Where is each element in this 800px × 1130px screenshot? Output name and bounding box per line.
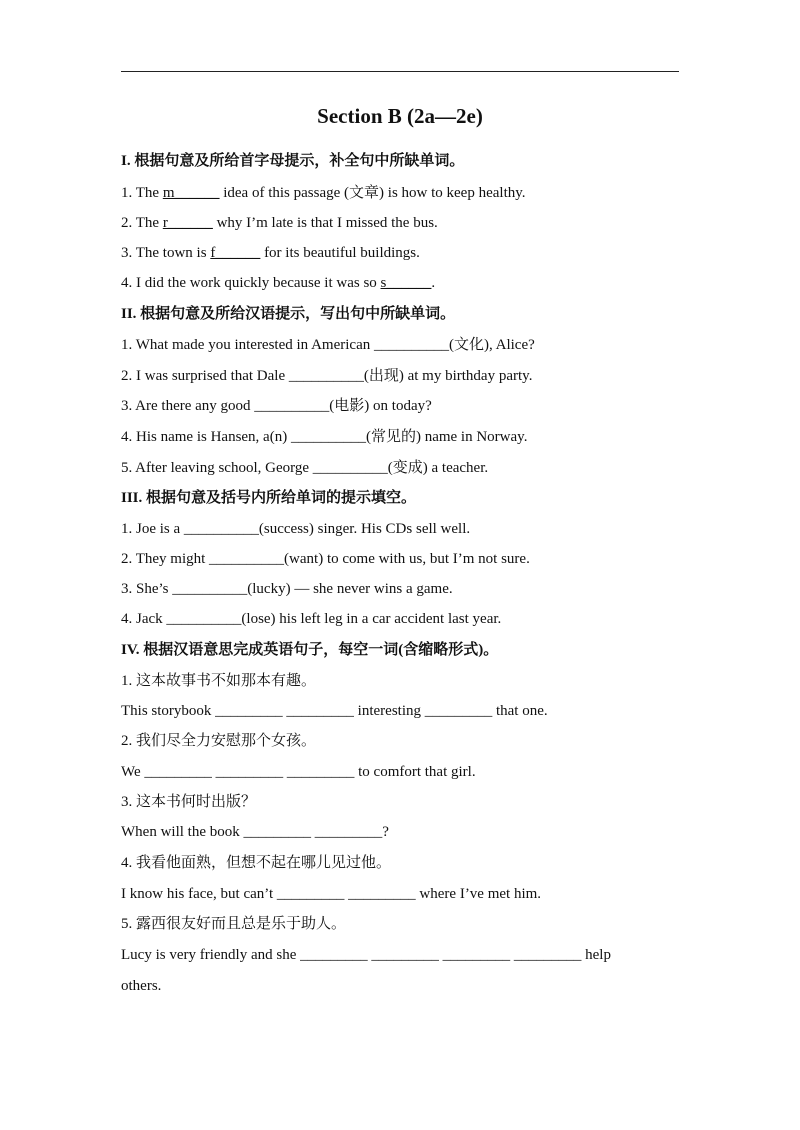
section-3-item-4: 4. Jack __________(lose) his left leg in a car accident last year.: [121, 611, 502, 627]
section-4-item-5-english-continued: others.: [121, 978, 162, 994]
item-text: why I’m late is that I missed the bus.: [212, 215, 438, 231]
item-text: idea of this passage (文章) is how to keep healthy.: [219, 185, 526, 201]
section-2-item-5: 5. After leaving school, George __________(变成) a teacher.: [121, 460, 489, 476]
section-3-item-2: 2. They might __________(want) to come with us, but I’m not sure.: [121, 551, 530, 567]
item-text: .: [431, 275, 436, 291]
section-3-item-3: 3. She’s __________(lucky) — she never wins a game.: [121, 581, 453, 597]
section-4-item-2-english: We _________ _________ _________ to comfort that girl.: [121, 764, 476, 780]
section-3-item-1: 1. Joe is a __________(success) singer. His CDs sell well.: [121, 521, 471, 537]
initial-hint: r______: [162, 215, 213, 231]
section-4-item-1-english: This storybook _________ _________ interesting _________ that one.: [121, 703, 548, 719]
section-1-item-4: [121, 273, 435, 293]
section-4-item-4-chinese: 4. 我看他面熟，但想不起在哪儿见过他。: [121, 855, 392, 871]
initial-hint: s______: [380, 275, 432, 291]
section-1-heading: I. 根据句意及所给首字母提示，补全句中所缺单词。: [121, 153, 465, 169]
section-4-item-3-chinese: 3. 这本书何时出版？: [121, 794, 257, 810]
section-4-item-5-chinese: 5. 露西很友好而且总是乐于助人。: [121, 916, 347, 932]
item-text: 4. I did the work quickly because it was so: [121, 275, 381, 291]
section-4-item-1-chinese: 1. 这本故事书不如那本有趣。: [121, 673, 317, 689]
section-4-item-3-english: When will the book _________ _________?: [121, 824, 389, 840]
page-title: Section B (2a—2e): [317, 104, 483, 128]
initial-hint: m______: [162, 185, 220, 201]
item-text: for its beautiful buildings.: [260, 245, 420, 261]
section-4-item-4-english: I know his face, but can’t _________ _________ where I’ve met him.: [121, 886, 542, 902]
section-1-item-3: [121, 243, 420, 263]
section-2-item-4: 4. His name is Hansen, a(n) __________(常见的) name in Norway.: [121, 429, 528, 445]
section-3-heading: III. 根据句意及括号内所给单词的提示填空。: [121, 490, 417, 506]
item-text: 2. The: [121, 215, 163, 231]
section-1-item-2: [121, 213, 438, 233]
section-2-item-3: 3. Are there any good __________(电影) on today?: [121, 398, 432, 414]
initial-hint: f______: [210, 245, 261, 261]
section-2-heading: II. 根据句意及所给汉语提示，写出句中所缺单词。: [121, 306, 456, 322]
section-4-item-5-english: Lucy is very friendly and she _________ _________ _________ _________ help: [121, 947, 611, 963]
section-4-heading: IV. 根据汉语意思完成英语句子，每空一词(含缩略形式)。: [121, 642, 499, 658]
section-1-item-1: [121, 183, 526, 203]
section-4-item-2-chinese: 2. 我们尽全力安慰那个女孩。: [121, 733, 317, 749]
section-2-item-1: 1. What made you interested in American __________(文化), Alice?: [121, 337, 535, 353]
item-text: 1. The: [121, 185, 163, 201]
section-2-item-2: 2. I was surprised that Dale __________(出现) at my birthday party.: [121, 368, 533, 384]
top-rule: [121, 71, 679, 72]
item-text: 3. The town is: [121, 245, 211, 261]
